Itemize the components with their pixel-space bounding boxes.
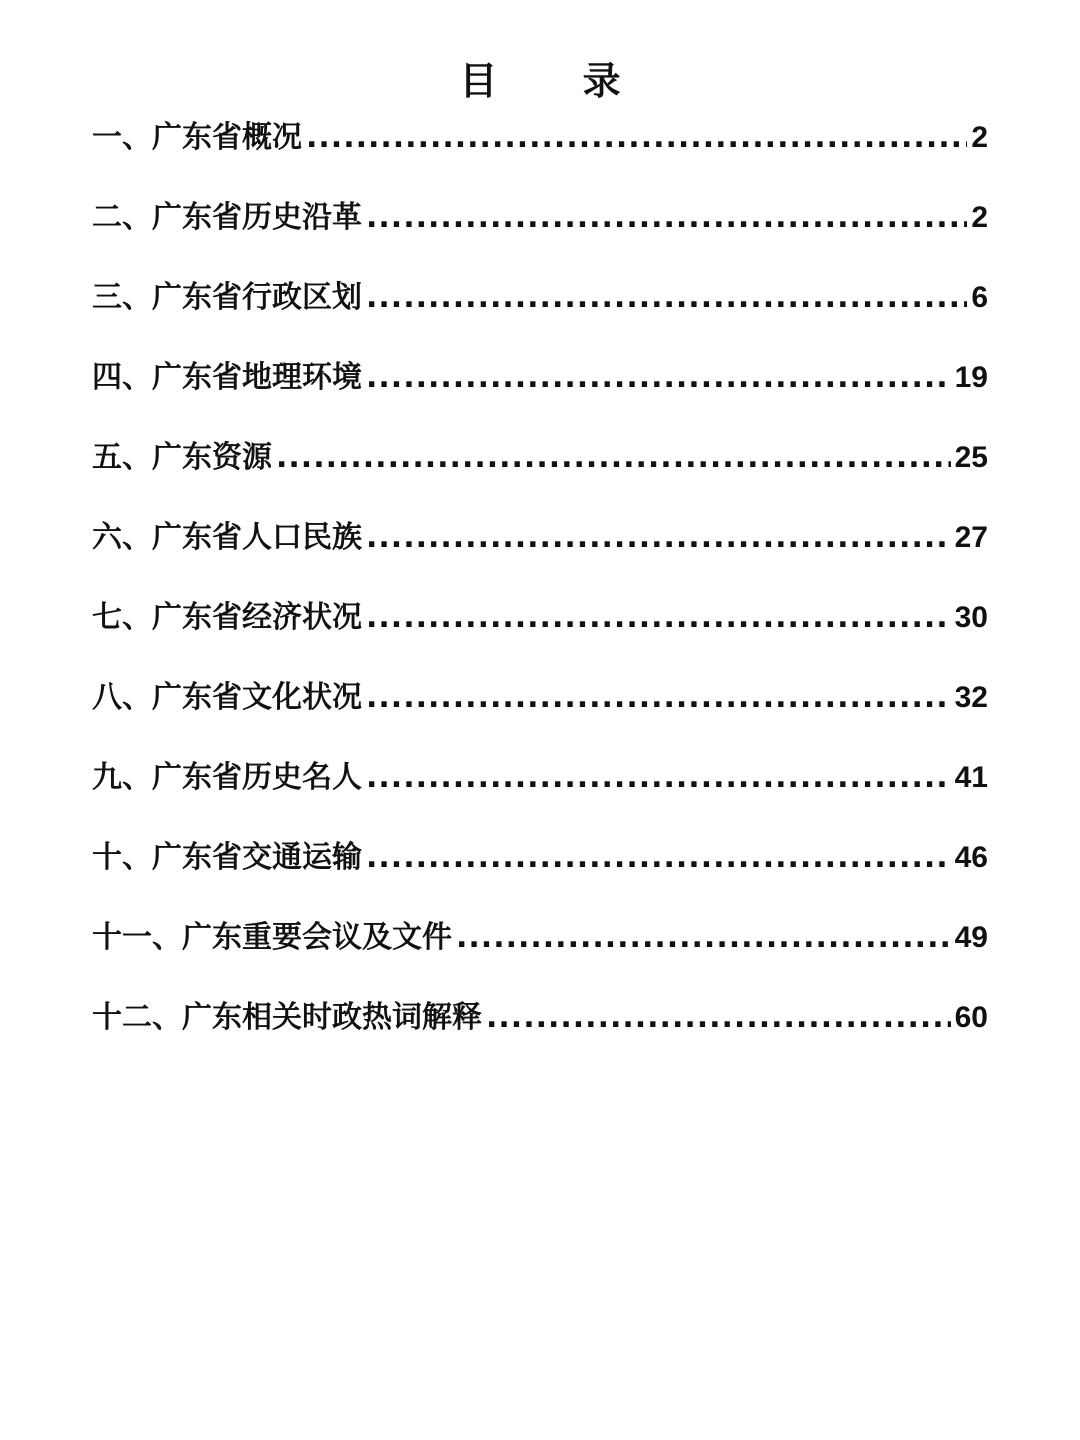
toc-entry-label: 八、广东省文化状况 xyxy=(92,680,362,715)
toc-entry-label: 一、广东省概况 xyxy=(92,120,302,155)
toc-page-number: 2 xyxy=(971,121,988,154)
toc-dot-leader xyxy=(276,432,951,484)
toc-dot-leader xyxy=(366,272,967,324)
toc-page-number: 25 xyxy=(954,441,988,474)
toc-entry-label: 十二、广东相关时政热词解释 xyxy=(92,1000,482,1035)
toc-dot-leader xyxy=(366,672,951,724)
toc-page-number: 6 xyxy=(971,281,988,314)
toc-entry-label: 十一、广东重要会议及文件 xyxy=(92,920,452,955)
toc-entry-label: 四、广东省地理环境 xyxy=(92,360,362,395)
toc-page-number: 41 xyxy=(954,761,988,794)
toc-page-number: 49 xyxy=(954,921,988,954)
toc-entry[interactable] xyxy=(92,352,988,432)
toc-entry-label: 二、广东省历史沿革 xyxy=(92,200,362,235)
toc-page-number: 27 xyxy=(954,521,988,554)
toc-page-number: 32 xyxy=(954,681,988,714)
toc-dot-leader xyxy=(366,592,951,644)
toc-entry[interactable] xyxy=(92,672,988,752)
toc-entry-label: 七、广东省经济状况 xyxy=(92,600,362,635)
toc-dot-leader xyxy=(486,992,951,1044)
toc-entry-label: 十、广东省交通运输 xyxy=(92,840,362,875)
toc-page-number: 2 xyxy=(971,201,988,234)
toc-dot-leader xyxy=(366,192,967,244)
toc-entry[interactable] xyxy=(92,592,988,672)
toc-entry-label: 五、广东资源 xyxy=(92,440,272,475)
toc-entry[interactable] xyxy=(92,912,988,992)
toc-dot-leader xyxy=(366,512,951,564)
toc-entry[interactable] xyxy=(92,512,988,592)
toc-entry[interactable] xyxy=(92,192,988,272)
toc-entry-label: 六、广东省人口民族 xyxy=(92,520,362,555)
toc-entry[interactable] xyxy=(92,752,988,832)
toc-entry[interactable] xyxy=(92,272,988,352)
toc-page-number: 30 xyxy=(954,601,988,634)
toc-page-number: 60 xyxy=(954,1001,988,1034)
toc-dot-leader xyxy=(306,112,967,164)
toc-dot-leader xyxy=(366,832,951,884)
page-title: 目 录 xyxy=(459,59,657,104)
toc-dot-leader xyxy=(366,352,951,404)
toc-entry-label: 三、广东省行政区划 xyxy=(92,280,362,315)
toc-entry[interactable] xyxy=(92,432,988,512)
toc-dot-leader xyxy=(456,912,951,964)
table-of-contents xyxy=(92,112,988,1072)
toc-entry[interactable] xyxy=(92,112,988,192)
toc-entry[interactable] xyxy=(92,832,988,912)
toc-entry-label: 九、广东省历史名人 xyxy=(92,760,362,795)
toc-dot-leader xyxy=(366,752,951,804)
toc-page-number: 46 xyxy=(954,841,988,874)
toc-page-number: 19 xyxy=(954,361,988,394)
toc-entry[interactable] xyxy=(92,992,988,1072)
